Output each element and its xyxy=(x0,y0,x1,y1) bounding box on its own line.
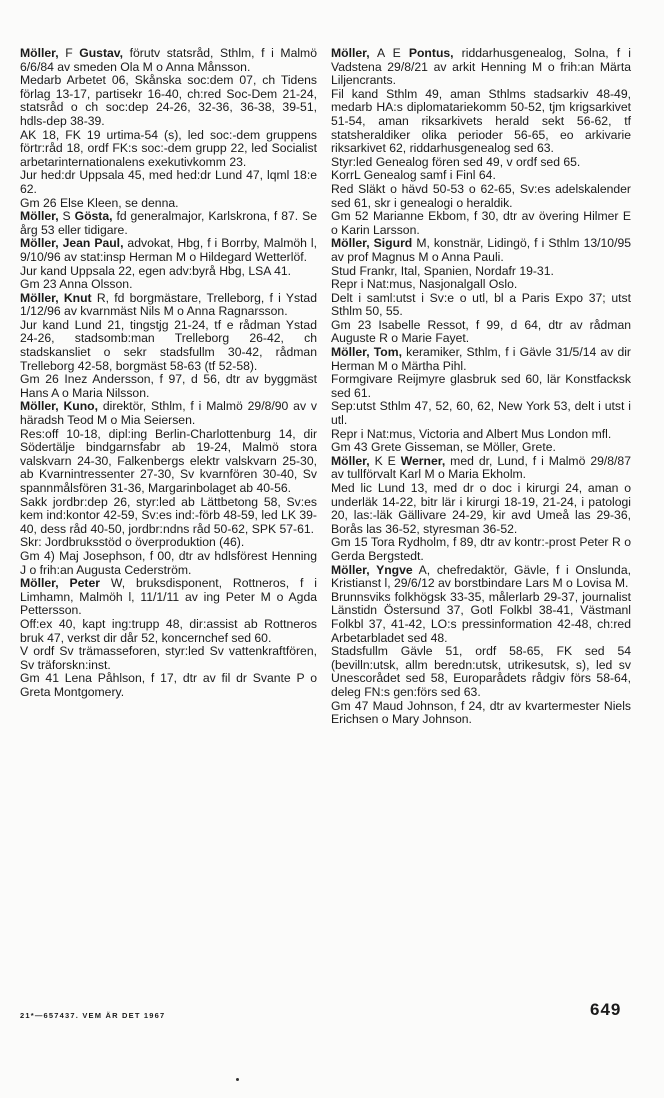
entry-surname: Möller, xyxy=(331,46,370,60)
entry-text-line: Red Släkt o hävd 50-53 o 62-65, Sv:es adelskalender sed 61, skr i genealogi o heraldik. xyxy=(331,181,631,210)
entry-text: med dr, Lund, f i Malmö 29/8/87 av tullförvalt Karl M o Maria Ekholm. xyxy=(331,453,631,482)
entry-surname: Möller, xyxy=(331,562,370,577)
entry-text-line: Res:off 10-18, dipl:ing Berlin-Charlottenburg 14, dir Södertälje bindgarnsfabr ab 19-24, Malmö stora valskvarn 24-30, Falkenbergs elektr valskvarn 25-30, ab Kvarnintressenter 27-30, Sv kvarnfören 30-40, Sv spannmålsfören 31-36, Margarinbolaget ab 40-56. xyxy=(20,426,317,495)
entry-given-name: Gösta, xyxy=(70,209,113,224)
stray-dot xyxy=(236,1078,239,1081)
entry-initials: K E xyxy=(369,453,396,468)
entry-heading-line xyxy=(331,455,631,482)
entry-heading-line xyxy=(20,237,317,264)
entry-text: keramiker, Sthlm, f i Gävle 31/5/14 av dir Herman M o Märtha Pihl. xyxy=(331,345,631,373)
page-number: 649 xyxy=(590,1000,622,1019)
entry-surname: Möller, Tom, xyxy=(331,345,402,360)
biography-entry xyxy=(20,237,317,291)
entry-text-line: KorrL Genealog samf i Finl 64. xyxy=(331,168,496,183)
left-column xyxy=(20,47,317,700)
entry-given-name: Yngve xyxy=(369,562,413,577)
biography-entry xyxy=(20,47,317,210)
entry-text-line: Med lic Lund 13, med dr o doc i kirurgi 24, aman o underläk 14-22, bitr lär i kirurgi 18-19, 21-24, i patologi 20, las:-läk Gällivare 24-29, kir avd Umeå las 29-36, Borås las 36-52, styresman 36-52. xyxy=(331,481,631,536)
entry-text-line: Gm 26 Else Kleen, se denna. xyxy=(20,195,179,210)
biography-entry xyxy=(331,47,631,237)
entry-surname: Möller, Knut xyxy=(20,290,92,305)
entry-text: R, fd borgmästare, Trelleborg, f i Ystad 1/12/96 av kvarnmäst Nils M o Anna Ragnarsson. xyxy=(20,290,317,319)
entry-surname: Möller, xyxy=(331,453,370,468)
entry-initials: F xyxy=(58,46,73,60)
entry-given-name: Werner, xyxy=(395,453,446,468)
entry-text: W, bruksdisponent, Rottneros, f i Limhamn, Malmöh l, 11/1/11 av ing Peter M o Agda Pettersson. xyxy=(20,576,317,618)
entry-text-line: Gm 41 Lena Påhlson, f 17, dtr av fil dr Svante P o Greta Montgomery. xyxy=(20,671,317,699)
entry-heading-line xyxy=(20,210,317,237)
entry-surname: Möller, Kuno, xyxy=(20,399,98,414)
entry-surname: Möller, xyxy=(20,209,59,224)
entry-surname: Möller, Peter xyxy=(20,576,100,591)
entry-text: advokat, Hbg, f i Borrby, Malmöh l, 9/10/96 av stat:insp Herman M o Hildegard Wetterlöf. xyxy=(20,236,317,264)
biography-entry xyxy=(20,292,317,401)
entry-surname: Möller, xyxy=(20,46,59,60)
entry-text-line: V ordf Sv trämasseforen, styr:led Sv vattenkraftfören, Sv träforskn:inst. xyxy=(20,644,317,672)
entry-text: M, konstnär, Lidingö, f i Sthlm 13/10/95 av prof Magnus M o Anna Pauli. xyxy=(331,236,632,264)
entry-text-line: Stud Frankr, Ital, Spanien, Nordafr 19-31. xyxy=(331,263,554,278)
entry-text-line: Repr i Nat:mus, Victoria and Albert Mus London mfl. xyxy=(331,426,612,441)
entry-text-line: Stadsfullm Gävle 51, ordf 58-65, FK sed 54 (bevilln:utsk, allm beredn:utsk, utrikesutsk, s), led sv Unescorådet sed 58, Europarådets rådgiv förs 58-64, deleg FN:s gen:förs sed 63. xyxy=(331,644,631,699)
entry-text-line: Delt i saml:utst i Sv:e o utl, bl a Paris Expo 37; utst Sthlm 50, 55. xyxy=(331,290,631,319)
entry-text: riddarhusgenealog, Solna, f i Vadstena 29/8/21 av arkit Henning M o frih:an Märta Liljencrants. xyxy=(331,46,632,88)
biography-entry xyxy=(331,455,631,564)
entry-text-line: Off:ex 40, kapt ing:trupp 48, dir:assist ab Rottneros bruk 47, verkst dir dår 52, koncernchef sed 60. xyxy=(20,616,317,645)
entry-given-name: Gustav, xyxy=(72,46,124,60)
entry-text-line: Brunnsviks folkhögsk 33-35, målerlarb 29-37, journalist Länstidn Östersund 37, Gotl Folkbl 38-41, Västmanl Folkbl 37, 41-42, LO:s pressinformation 42-48, ch:red Arbetarbladet sed 48. xyxy=(331,589,631,645)
entry-text-line: Fil kand Sthlm 49, aman Sthlms stadsarkiv 48-49, medarb HA:s diplomatariekomm 50-52, tjm krigsarkivet 51-54, aman riksarkivets herald sekt 56-62, tf statsheraldiker olika perioder 56-65, eo arkivarie riksarkivet 62, riddarhusgenealog sed 63. xyxy=(331,86,631,156)
entry-heading-line xyxy=(20,292,317,319)
right-column xyxy=(331,47,631,727)
entry-text-line: AK 18, FK 19 urtima-54 (s), led soc:-dem gruppens förtr:råd 18, ordf FK:s soc:-dem grupp 22, led Socialist arbetarinternationalens exekutivkomm 23. xyxy=(20,127,317,169)
entry-heading-line xyxy=(331,346,631,373)
entry-text-line: Formgivare Reijmyre glasbruk sed 60, lär Konstfacksk sed 61. xyxy=(331,372,631,400)
biography-entry xyxy=(20,400,317,577)
entry-text-line: Gm 52 Marianne Ekbom, f 30, dtr av övering Hilmer E o Karin Larsson. xyxy=(331,209,631,237)
entry-text: direktör, Sthlm, f i Malmö 29/8/90 av v häradsh Teod M o Mia Seiersen. xyxy=(20,399,317,428)
entry-text-line: Sakk jordbr:dep 26, styr:led ab Lättbetong 58, Sv:es kem ind:kontor 42-59, Sv:es ind:-förb 48-59, led LK 39-40, dess råd 40-50, jordbr:ndns råd 50-62, SPK 57-61. xyxy=(20,494,317,536)
entry-heading-line xyxy=(331,237,631,264)
entry-text-line: Gm 15 Tora Rydholm, f 89, dtr av kontr:-prost Peter R o Gerda Bergstedt. xyxy=(331,535,631,563)
entry-text-line: Gm 4) Maj Josephson, f 00, dtr av hdlsförest Henning J o frih:an Augusta Cederström. xyxy=(20,548,317,577)
entry-heading-line xyxy=(20,400,317,427)
entry-text: fd generalmajor, Karlskrona, f 87. Se årg 53 eller tidigare. xyxy=(20,209,318,237)
entry-text-line: Gm 47 Maud Johnson, f 24, dtr av kvartermester Niels Erichsen o Mary Johnson. xyxy=(331,698,631,727)
entry-heading-line xyxy=(20,577,317,618)
entry-heading-line xyxy=(331,564,631,591)
entry-text-line: Gm 26 Inez Andersson, f 97, d 56, dtr av byggmäst Hans A o Maria Nilsson. xyxy=(20,372,317,400)
entry-text-line: Sep:utst Sthlm 47, 52, 60, 62, New York 53, delt i utst i utl. xyxy=(331,399,631,428)
entry-given-name: Pontus, xyxy=(400,46,454,60)
entry-surname: Möller, Jean Paul, xyxy=(20,236,124,251)
entry-text-line: Jur hed:dr Uppsala 45, med hed:dr Lund 47, lqml 18:e 62. xyxy=(20,168,317,196)
entry-text-line: Medarb Arbetet 06, Skånska soc:dem 07, ch Tidens förlag 13-17, partisekr 16-40, ch:red Soc-Dem 21-24, statsråd o ch soc:dep 24-26, 32-36, 36-38, 39-51, hdls-dep 38-39. xyxy=(20,73,317,128)
entry-given-name: Sigurd xyxy=(369,236,413,251)
entry-initials: S xyxy=(58,209,71,224)
entry-text-line: Gm 43 Grete Gisseman, se Möller, Grete. xyxy=(331,440,556,455)
entry-initials: A E xyxy=(369,46,401,60)
biography-entry xyxy=(20,210,317,237)
biography-entry xyxy=(331,564,631,727)
entry-text-line: Skr: Jordbruksstöd o överproduktion (46). xyxy=(20,535,245,550)
entry-surname: Möller, xyxy=(331,236,370,251)
entry-text: A, chefredaktör, Gävle, f i Onslunda, Kristianst l, 29/6/12 av borstbindare Lars M o Lovisa M. xyxy=(331,562,631,591)
entry-text-line: Gm 23 Isabelle Ressot, f 99, d 64, dtr av rådman Auguste R o Marie Fayet. xyxy=(331,317,631,346)
print-code: 21*—657437. VEM ÄR DET 1967 xyxy=(20,1011,166,1020)
entry-text-line: Gm 23 Anna Olsson. xyxy=(20,277,133,292)
entry-text-line: Styr:led Genealog fören sed 49, v ordf sed 65. xyxy=(331,154,581,169)
entry-text-line: Jur kand Lund 21, tingstjg 21-24, tf e rådman Ystad 24-26, stadsomb:man Trelleborg 26-42, ch stadskansliet o sekr stadsfullm 30-42, rådman Trelleborg 42-58, borgmäst 58-63 (tf 52-58). xyxy=(20,317,317,373)
biography-entry xyxy=(331,237,631,346)
entry-text-line: Repr i Nat:mus, Nasjonalgall Oslo. xyxy=(331,277,518,292)
entry-text: förutv statsråd, Sthlm, f i Malmö 6/6/84 av smeden Ola M o Anna Månsson. xyxy=(20,46,317,74)
entry-heading-line xyxy=(20,47,317,74)
biography-entry xyxy=(331,346,631,455)
entry-heading-line xyxy=(331,47,631,88)
biography-entry xyxy=(20,577,317,699)
entry-text-line: Jur kand Uppsala 22, egen adv:byrå Hbg, LSA 41. xyxy=(20,263,292,278)
